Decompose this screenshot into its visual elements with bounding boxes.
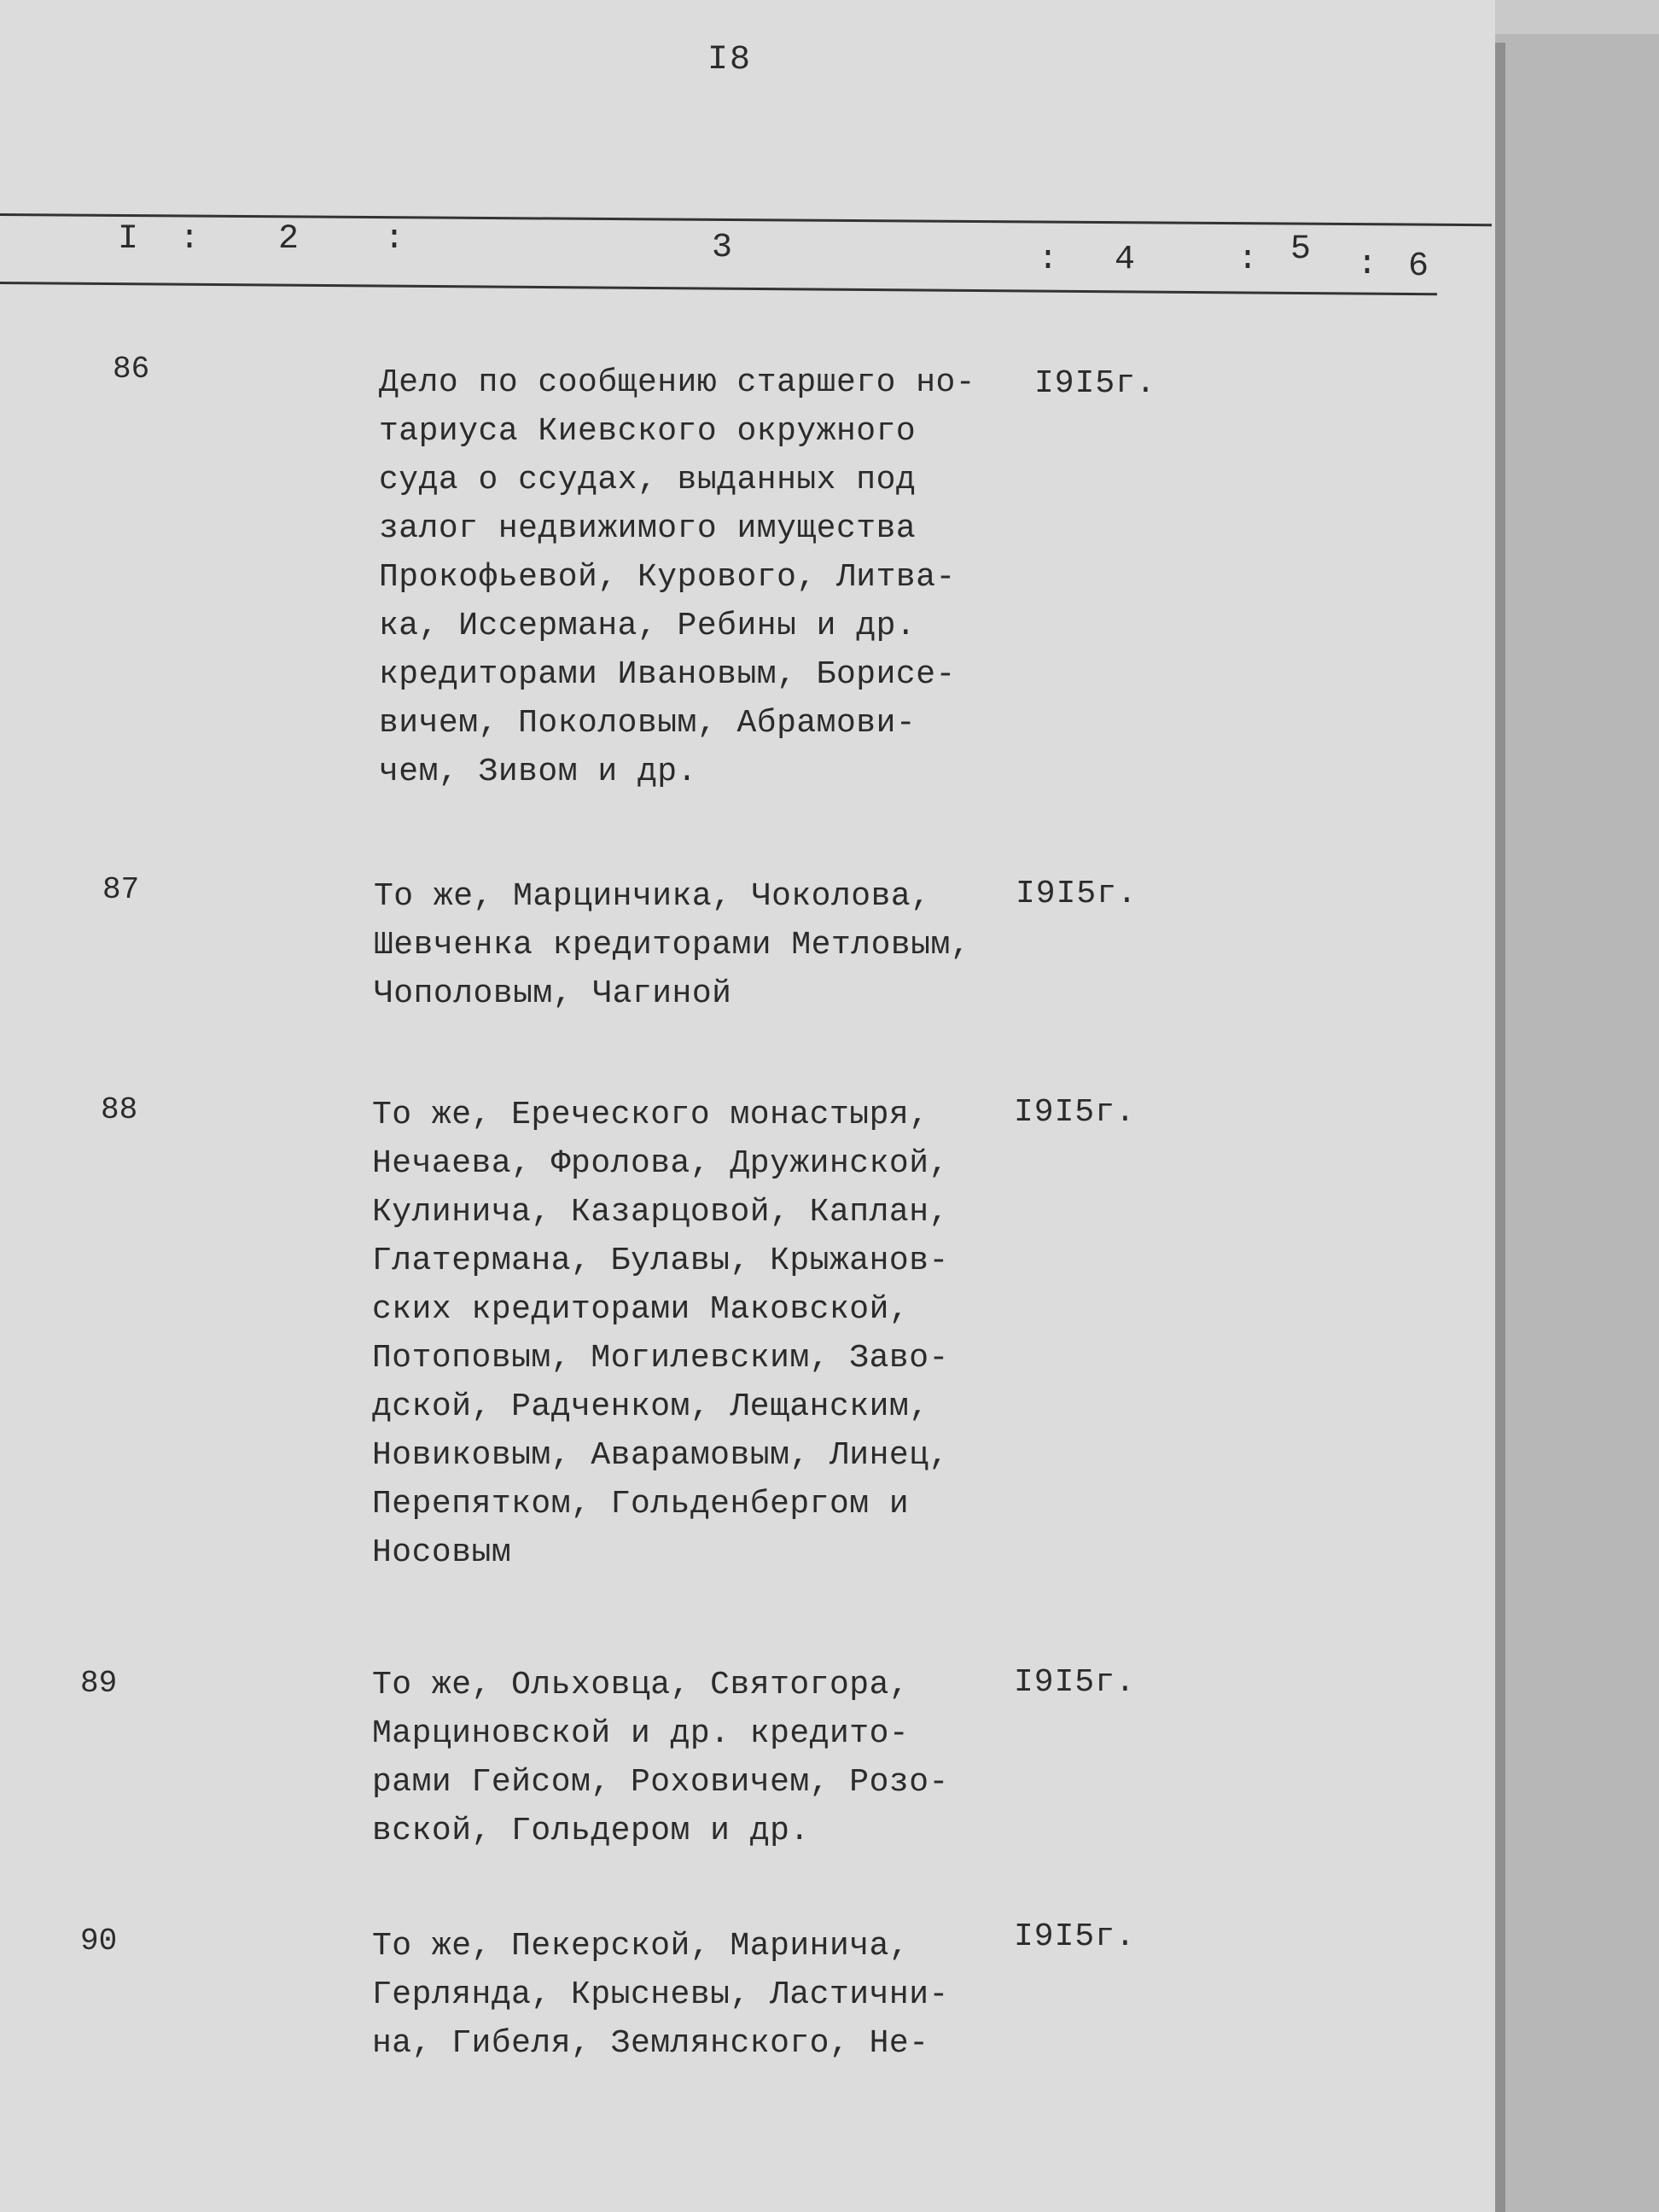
column-1-label: I — [118, 220, 139, 259]
entry-description: Дело по сообщению старшего но- тариуса Киевского окружного суда о ссудах, выданных под залог недвижимого имущества Прокофьевой, Курового, Литва- ка, Иссермана, Ребины и др. кредиторами Ивановым, Борисе- вичем, Поколовым, Абрамови- чем, Зивом и др. — [379, 364, 976, 790]
entry-number: 88 — [101, 1092, 138, 1127]
entry-year: I9I5г. — [1034, 365, 1156, 402]
column-3-label: 3 — [712, 229, 733, 267]
header-top-rule — [0, 213, 1492, 226]
entry-description: То же, Ольховца, Святогора, Марциновской и др. кредито- рами Гейсом, Роховичем, Розо- вской, Гольдером и др. — [372, 1667, 949, 1849]
column-separator: : — [1038, 241, 1059, 279]
column-separator: : — [179, 220, 201, 259]
entry-number: 90 — [80, 1924, 118, 1959]
page-edge — [1495, 43, 1505, 2212]
entry-description: То же, Еречеcкого монастыря, Нечаева, Фролова, Дружинской, Кулинича, Казарцовой, Каплан, Глатермана, Булавы, Крыжанов- ских кредиторами Маковской, Потоповым, Могилевским, Заво- дской, Радченком, Лещанским, Новиковым, Аварамовым, Линец, Перепятком, Гольденбергом и Носовым — [372, 1097, 949, 1571]
column-separator: : — [1237, 241, 1259, 279]
column-6-label: 6 — [1408, 247, 1429, 286]
entry-year: I9I5г. — [1016, 876, 1138, 912]
entry-number: 87 — [102, 872, 140, 907]
entry-number: 86 — [113, 352, 150, 387]
column-2-label: 2 — [278, 220, 300, 259]
page-number: I8 — [707, 41, 752, 79]
header-bottom-rule — [0, 282, 1437, 295]
column-5-label: 5 — [1290, 230, 1312, 269]
entry-year: I9I5г. — [1014, 1094, 1136, 1131]
entry-number: 89 — [80, 1666, 118, 1701]
entry-year: I9I5г. — [1014, 1664, 1136, 1701]
entry-description: То же, Марцинчика, Чоколова, Шевченка кредиторами Метловым, Чополовым, Чагиной — [374, 878, 971, 1012]
entry-year: I9I5г. — [1014, 1918, 1136, 1955]
entry-description: То же, Пекерской, Маринича, Герлянда, Крысневы, Ластични- на, Гибеля, Землянского, Не- — [372, 1928, 949, 2062]
column-4-label: 4 — [1115, 241, 1136, 279]
column-separator: : — [384, 220, 405, 259]
column-separator: : — [1357, 246, 1378, 284]
